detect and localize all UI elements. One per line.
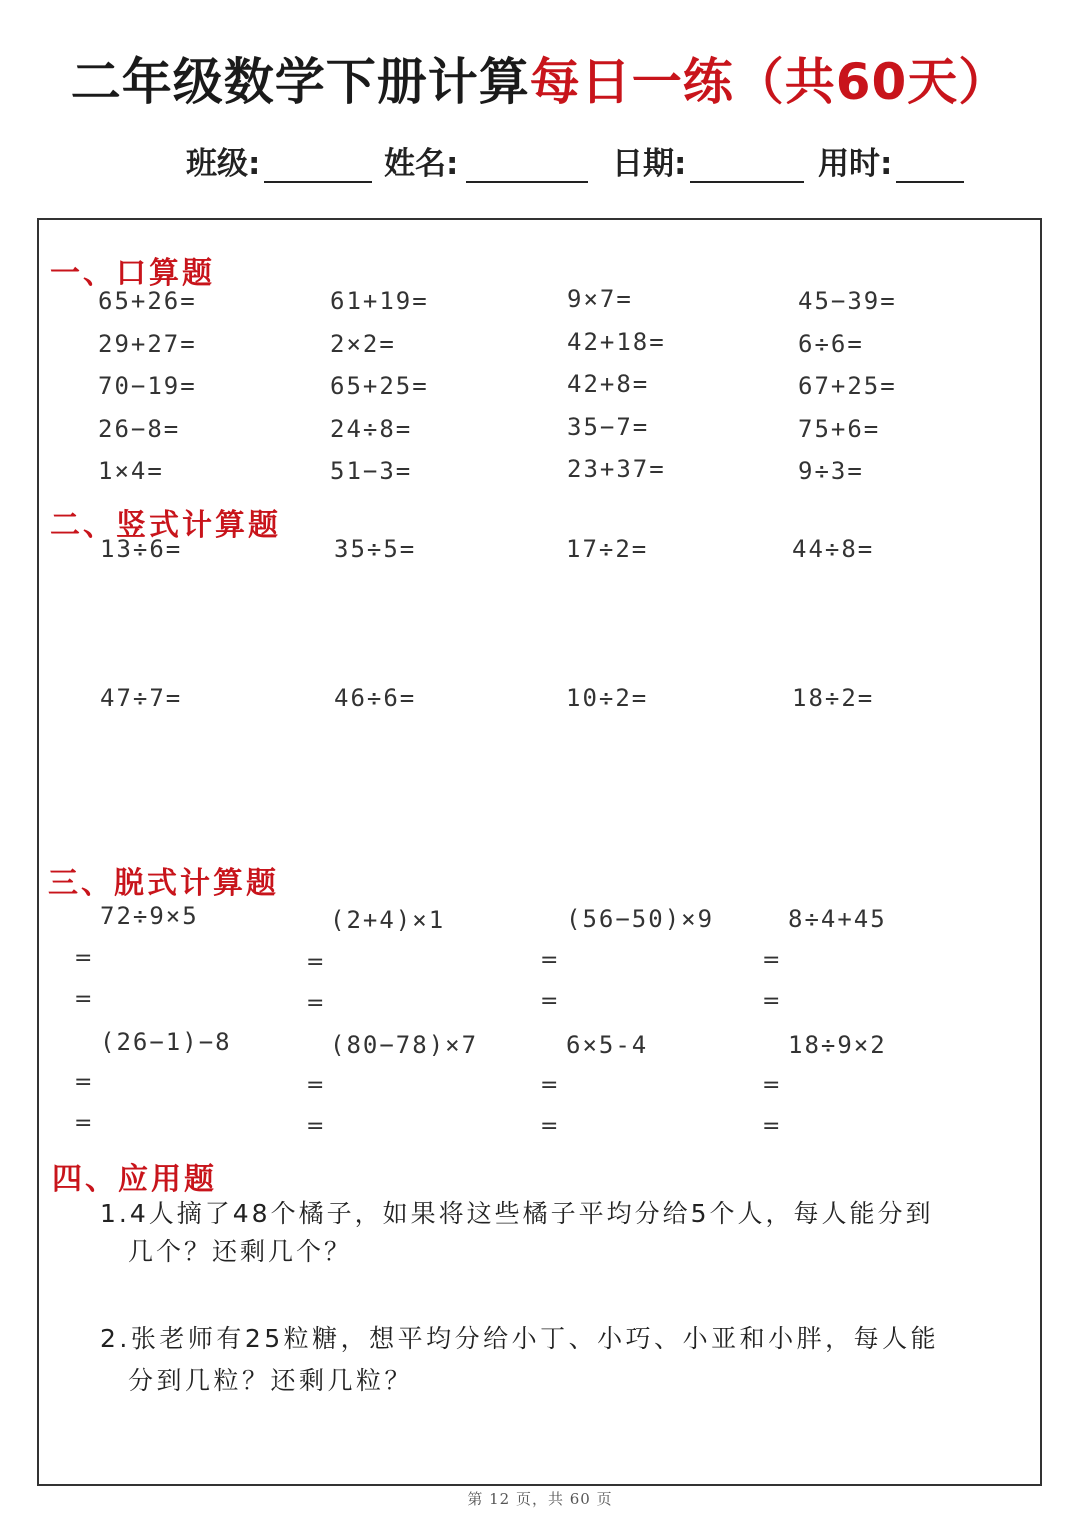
oral-problem: 29+27= xyxy=(98,330,197,358)
vertical-problem: 47÷7= xyxy=(100,684,183,712)
vertical-problem: 10÷2= xyxy=(566,684,649,712)
vertical-problem: 35÷5= xyxy=(334,535,417,563)
worksheet-frame xyxy=(37,218,1042,1486)
word-problem-2-line2: 分到几粒？还剩几粒？ xyxy=(128,1366,414,1395)
equals-sign: = xyxy=(762,989,781,1014)
title-red: 每日一练（共60天） xyxy=(529,53,1010,111)
stepwise-expression: (26−1)−8 xyxy=(100,1028,232,1056)
stepwise-expression: 18÷9×2 xyxy=(788,1031,887,1059)
oral-problem: 9×7= xyxy=(567,285,633,313)
oral-problem: 75+6= xyxy=(798,415,881,443)
oral-problem: 65+26= xyxy=(98,287,197,315)
vertical-problem: 46÷6= xyxy=(334,684,417,712)
equals-sign: = xyxy=(306,991,325,1016)
word-problem-2 xyxy=(100,1320,939,1400)
time-blank[interactable] xyxy=(896,147,964,183)
stepwise-expression: (56−50)×9 xyxy=(566,905,715,933)
word-problem-1-line2: 几个？还剩几个？ xyxy=(128,1237,353,1266)
oral-problem: 1×4= xyxy=(98,457,164,485)
equals-sign: = xyxy=(762,1073,781,1098)
oral-problem: 42+18= xyxy=(567,328,666,356)
stepwise-expression: (80−78)×7 xyxy=(330,1031,479,1059)
equals-sign: = xyxy=(762,1114,781,1139)
oral-problem: 61+19= xyxy=(330,287,429,315)
oral-problem: 9÷3= xyxy=(798,457,864,485)
page-footer: 第 12 页，共 60 页 xyxy=(467,1490,613,1508)
vertical-problem: 13÷6= xyxy=(100,535,183,563)
vertical-problem: 44÷8= xyxy=(792,535,875,563)
name-field xyxy=(384,138,588,183)
date-field xyxy=(612,138,804,183)
oral-problem: 35−7= xyxy=(567,413,650,441)
oral-problem: 67+25= xyxy=(798,372,897,400)
student-info-row xyxy=(186,138,986,182)
stepwise-expression: 6×5-4 xyxy=(566,1031,649,1059)
section-vertical-heading: 二、竖式计算题 xyxy=(50,508,281,543)
oral-problem: 26−8= xyxy=(98,415,181,443)
oral-problem: 70−19= xyxy=(98,372,197,400)
name-blank[interactable] xyxy=(466,147,588,183)
equals-sign: = xyxy=(762,948,781,973)
word-problem-1-line1: 1.4人摘了48个橘子，如果将这些橘子平均分给5个人，每人能分到 xyxy=(100,1199,934,1228)
word-problem-2-line1: 2.张老师有25粒糖，想平均分给小丁、小巧、小亚和小胖，每人能 xyxy=(100,1324,940,1353)
name-label: 姓名: xyxy=(384,146,459,182)
title-black: 二年级数学下册计算 xyxy=(70,53,530,111)
equals-sign: = xyxy=(540,948,559,973)
date-label: 日期: xyxy=(612,146,687,182)
oral-problem: 24÷8= xyxy=(330,415,413,443)
equals-sign: = xyxy=(540,1114,559,1139)
section-oral-heading: 一、口算题 xyxy=(50,256,215,291)
section-word-heading: 四、应用题 xyxy=(52,1162,217,1197)
time-label: 用时: xyxy=(818,146,893,182)
stepwise-expression: 72÷9×5 xyxy=(100,902,199,930)
vertical-problem: 18÷2= xyxy=(792,684,875,712)
equals-sign: = xyxy=(74,1070,93,1095)
equals-sign: = xyxy=(540,1073,559,1098)
vertical-problem: 17÷2= xyxy=(566,535,649,563)
equals-sign: = xyxy=(306,1073,325,1098)
oral-problem: 51−3= xyxy=(330,457,413,485)
class-label: 班级: xyxy=(186,146,261,182)
oral-problem: 42+8= xyxy=(567,370,650,398)
oral-problem: 45−39= xyxy=(798,287,897,315)
equals-sign: = xyxy=(74,946,93,971)
equals-sign: = xyxy=(306,950,325,975)
equals-sign: = xyxy=(540,989,559,1014)
equals-sign: = xyxy=(74,987,93,1012)
section-stepwise-heading: 三、脱式计算题 xyxy=(48,866,279,901)
time-field xyxy=(818,138,964,183)
oral-problem: 65+25= xyxy=(330,372,429,400)
stepwise-expression: (2+4)×1 xyxy=(330,906,446,934)
oral-problem: 6÷6= xyxy=(798,330,864,358)
stepwise-expression: 8÷4+45 xyxy=(788,905,887,933)
class-blank[interactable] xyxy=(264,147,372,183)
equals-sign: = xyxy=(306,1114,325,1139)
oral-problem: 2×2= xyxy=(330,330,396,358)
page-title xyxy=(0,42,1080,114)
oral-problem: 23+37= xyxy=(567,455,666,483)
class-field xyxy=(186,138,372,183)
date-blank[interactable] xyxy=(690,147,804,183)
equals-sign: = xyxy=(74,1111,93,1136)
word-problem-1 xyxy=(100,1195,933,1271)
